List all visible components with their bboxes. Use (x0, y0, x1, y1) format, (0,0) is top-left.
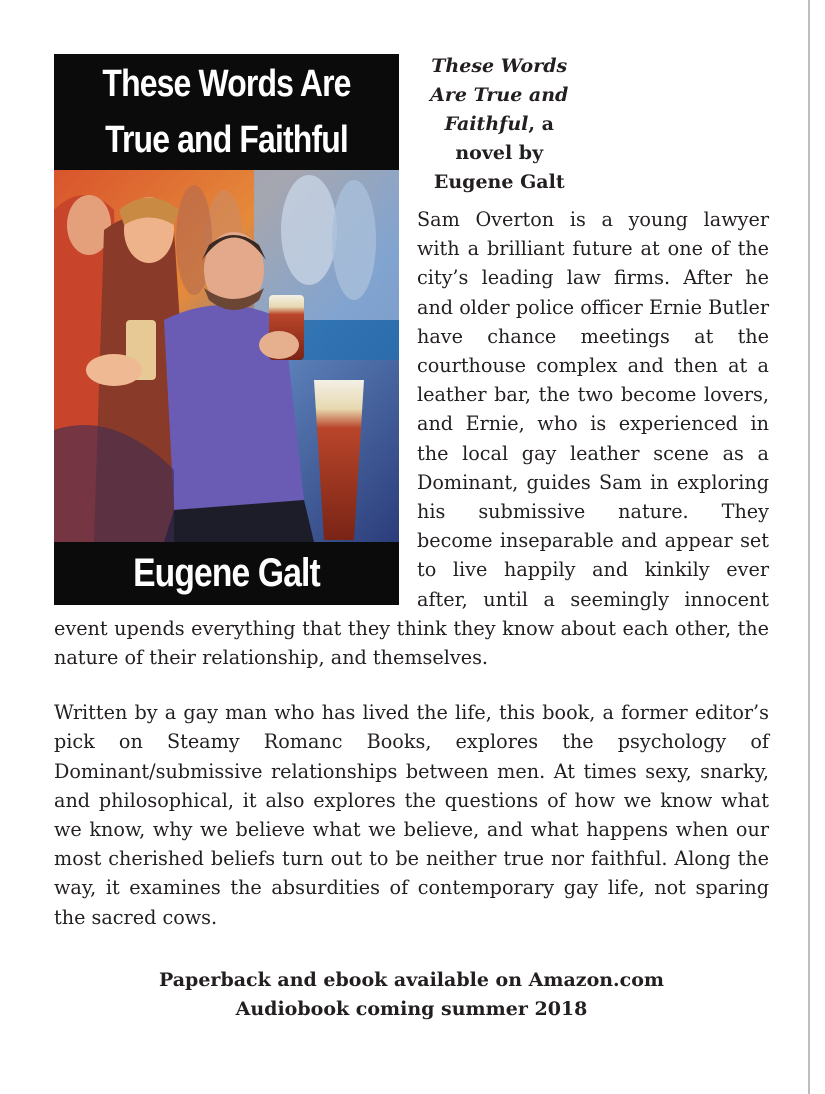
book-cover-image (54, 54, 399, 605)
page-edge-divider (808, 0, 810, 1094)
about-paragraph: Written by a gay man who has lived the life, this book, a former editor’s pick on Steamy Romanc Books, explores the psychology of Dominant/submissive relationships between men. At times sexy, snarky, and philosophical, it also explores the questions of how we know what we know, why we believe what we believe, and what happens when our most cherished beliefs turn out to be neither true nor faithful. Along the way, it examines the absurdities of contemporary gay life, not sparing the sacred cows. (54, 701, 769, 929)
availability-line: Paperback and ebook available on Amazon.com (158, 968, 665, 991)
cover-title: These Words Are True and Faithful (102, 63, 351, 161)
audiobook-line: Audiobook coming summer 2018 (235, 997, 588, 1020)
heading-title: These Words Are True and Faithful (430, 55, 569, 135)
cover-author: Eugene Galt (133, 551, 320, 595)
cover-painting (54, 170, 399, 542)
book-flyer (54, 52, 769, 1024)
synopsis-paragraph: Sam Overton is a young lawyer with a brilliant future at one of the city’s leading law firms. After he and older police officer Ernie Butler have chance meetings at the courthouse complex and then at a leather bar, the two become lovers, and Ernie, who is experienced in the local gay leather scene as a Dominant, guides Sam in exploring his submissive nature. They become inseparable and appear set to live happily and kinkily ever after, until a seemingly innocent event upends everything that they think they know about each other, the nature of their relationship, and themselves. (54, 208, 769, 670)
heading-byline: , a novel by Eugene Galt (433, 113, 565, 193)
availability-note (54, 932, 769, 1024)
